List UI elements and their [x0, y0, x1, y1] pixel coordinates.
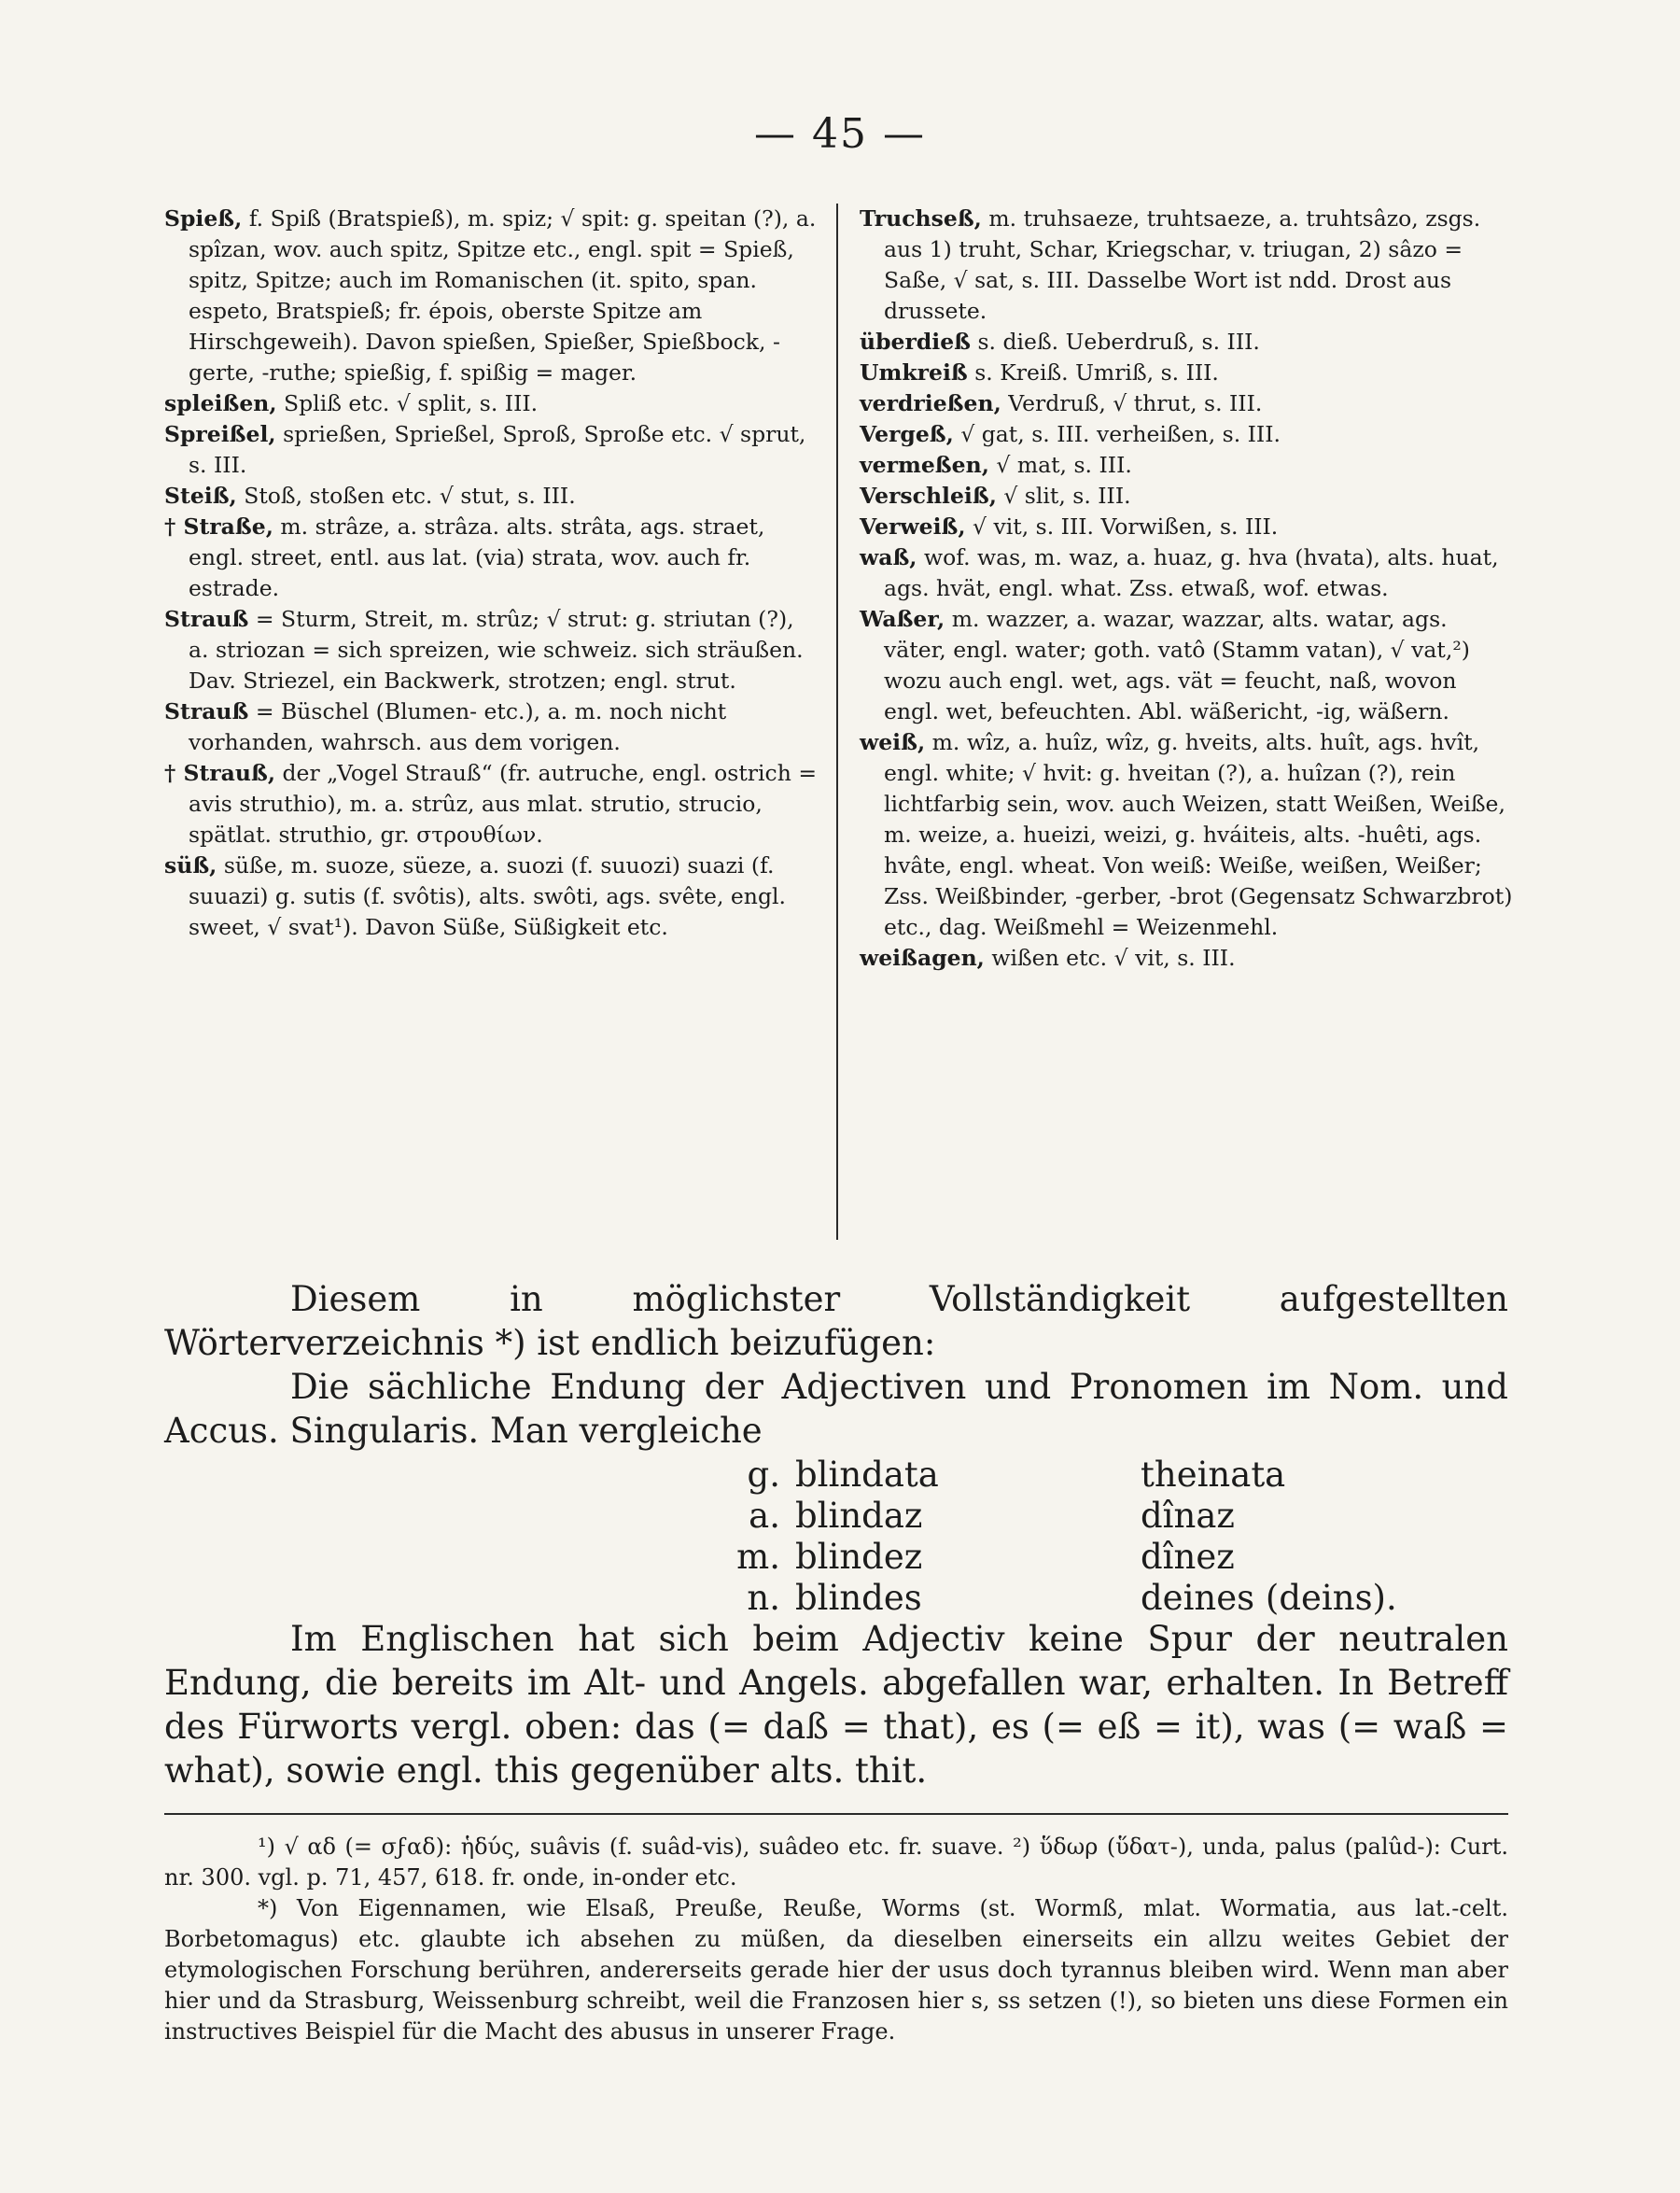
- entry-headword: weißagen,: [860, 945, 985, 971]
- dictionary-columns: [164, 204, 1513, 1249]
- entry-text: = Sturm, Streit, m. strûz; √ strut: g. striutan (?), a. striozan = sich spreizen, wie schweiz. sich sträußen. Dav. Striezel, ein Backwerk, strotzen; engl. strut.: [189, 606, 804, 694]
- entry-text: √ mat, s. III.: [996, 452, 1132, 478]
- paradigm-table: [164, 1453, 1508, 1617]
- entry-text: m. strâze, a. strâza. alts. strâta, ags. straet, engl. street, entl. aus lat. (via) strata, wov. auch fr. estrade.: [189, 513, 765, 601]
- entry-headword: Spreißel,: [164, 421, 276, 447]
- paradigm-adjective: blindaz: [795, 1496, 923, 1536]
- paradigm-pronoun: theinata: [1141, 1455, 1286, 1495]
- entry-headword: Umkreiß: [860, 359, 968, 386]
- footnote-star: *) Von Eigennamen, wie Elsaß, Preuße, Reuße, Worms (st. Wormß, mlat. Wormatia, aus lat.-celt. Borbetomagus) etc. glaubte ich absehen zu müßen, da dieselben einerseits ein allzu weites Gebiet der etymologischen Forschung berühren, andererseits gerade hier der usus doch tyrannus bleiben wird. Wenn man aber hier und da Strasburg, Weissenburg schreibt, weil die Franzosen hier s, ss setzen (!), so bieten uns diese Formen ein instructives Beispiel für die Macht des abusus in unserer Frage.: [164, 1895, 1508, 2045]
- dictionary-entry: [164, 481, 818, 512]
- entry-headword: Vergeß,: [860, 421, 954, 447]
- dictionary-entry: [164, 512, 818, 604]
- entry-text: s. Kreiß. Umriß, s. III.: [974, 359, 1219, 386]
- entry-text: s. dieß. Ueberdruß, s. III.: [977, 329, 1260, 355]
- dictionary-entry: [860, 388, 1513, 419]
- dictionary-entry: [860, 512, 1513, 542]
- dictionary-entry: [164, 204, 818, 388]
- entry-headword: spleißen,: [164, 390, 277, 416]
- paragraph-intro: Diesem in möglichster Vollständigkeit aufgestellten Wörterverzeichnis *) ist endlich beizufügen:: [164, 1279, 1508, 1363]
- column-divider: [836, 204, 838, 1240]
- entry-text: m. truhsaeze, truhtsaeze, a. truhtsâzo, zsgs. aus 1) truht, Schar, Kriegschar, v. triugan, 2) sâzo = Saße, √ sat, s. III. Dasselbe Wort ist ndd. Drost aus drussete.: [884, 205, 1481, 324]
- entry-headword: Spieß,: [164, 205, 243, 232]
- entry-text: süße, m. suoze, süeze, a. suozi (f. suuozi) suazi (f. suuazi) g. sutis (f. svôtis), alts. swôti, ags. svête, engl. sweet, √ svat¹). Davon Süße, Süßigkeit etc.: [189, 852, 786, 940]
- entry-text: sprießen, Sprießel, Sproß, Sproße etc. √ sprut, s. III.: [189, 421, 806, 478]
- paradigm-adjective: blindata: [795, 1455, 939, 1495]
- entry-text: √ gat, s. III. verheißen, s. III.: [960, 421, 1281, 447]
- dictionary-entry: [860, 481, 1513, 512]
- paradigm-adjective: blindez: [795, 1537, 923, 1577]
- entry-headword: verdrießen,: [860, 390, 1001, 416]
- dictionary-entry: [164, 604, 818, 696]
- entry-headword: Truchseß,: [860, 205, 982, 232]
- entry-headword: Strauß: [164, 698, 249, 724]
- paradigm-row: [164, 1494, 1508, 1535]
- dictionary-entry: [860, 450, 1513, 481]
- entry-text: √ vit, s. III. Vorwißen, s. III.: [973, 513, 1279, 540]
- entry-headword: † Straße,: [164, 513, 273, 540]
- dictionary-entry: [860, 204, 1513, 327]
- footnotes: [164, 1832, 1508, 2047]
- dictionary-entry: [164, 758, 818, 850]
- footnote-numbered: ¹) √ αδ (= σϝαδ): ἡδύς, suâvis (f. suâd-vis), suâdeo etc. fr. suave. ²) ὕδωρ (ὕδατ-), unda, palus (palûd-): Curt. nr. 300. vgl. p. 71, 457, 618. fr. onde, in-onder etc.: [164, 1834, 1508, 1891]
- entry-text: der „Vogel Strauß“ (fr. autruche, engl. ostrich = avis struthio), m. a. strûz, aus mlat. strutio, strucio, spätlat. struthio, gr. στρουθίων.: [189, 760, 818, 848]
- entry-headword: waß,: [860, 544, 917, 570]
- paradigm-row: [164, 1576, 1508, 1617]
- entry-text: Verdruß, √ thrut, s. III.: [1008, 390, 1263, 416]
- dictionary-entry: [860, 943, 1513, 974]
- dictionary-entry: [164, 850, 818, 943]
- dictionary-entry: [860, 358, 1513, 388]
- entry-headword: überdieß: [860, 329, 972, 355]
- main-text: [164, 1277, 1508, 1792]
- paradigm-pronoun: dînez: [1141, 1537, 1235, 1577]
- entry-text: m. wîz, a. huîz, wîz, g. hveits, alts. huît, ags. hvît, engl. white; √ hvit: g. hveitan (?), a. huîzan (?), rein lichtfarbig sein, wov. auch Weizen, statt Weißen, Weiße, m. weize, a. hueizi, weizi, g. hváiteis, alts. -huêti, ags. hvâte, engl. wheat. Von weiß: Weiße, weißen, Weißer; Zss. Weißbinder, -gerber, -brot (Gegensatz Schwarzbrot) etc., dag. Weißmehl = Weizenmehl.: [884, 729, 1513, 940]
- paradigm-language: n.: [747, 1578, 780, 1618]
- paradigm-adjective: blindes: [795, 1578, 922, 1618]
- paradigm-pronoun: dînaz: [1141, 1496, 1235, 1536]
- page-number: — 45 —: [754, 110, 926, 158]
- dictionary-entry: [164, 419, 818, 481]
- entry-text: Stoß, stoßen etc. √ stut, s. III.: [244, 483, 576, 509]
- paradigm-row: [164, 1535, 1508, 1576]
- entry-headword: Verweiß,: [860, 513, 966, 540]
- dictionary-entry: [164, 696, 818, 758]
- dictionary-entry: [860, 327, 1513, 358]
- entry-headword: weiß,: [860, 729, 926, 755]
- entry-text: Spliß etc. √ split, s. III.: [284, 390, 539, 416]
- entry-headword: Strauß: [164, 606, 249, 632]
- dictionary-entry: [860, 604, 1513, 727]
- paradigm-language: a.: [749, 1496, 780, 1536]
- entry-headword: süß,: [164, 852, 217, 879]
- entry-text: = Büschel (Blumen- etc.), a. m. noch nicht vorhanden, wahrsch. aus dem vorigen.: [189, 698, 727, 755]
- paradigm-language: m.: [736, 1537, 780, 1577]
- paradigm-row: [164, 1453, 1508, 1494]
- entry-text: wißen etc. √ vit, s. III.: [991, 945, 1236, 971]
- paradigm-language: g.: [747, 1455, 780, 1495]
- left-column: [164, 204, 818, 1249]
- entry-headword: Verschleiß,: [860, 483, 997, 509]
- dictionary-entry: [860, 419, 1513, 450]
- entry-text: wof. was, m. waz, a. huaz, g. hva (hvata), alts. huat, ags. hvät, engl. what. Zss. etwaß, wof. etwas.: [884, 544, 1499, 601]
- entry-headword: Steiß,: [164, 483, 237, 509]
- footnote-rule: [164, 1813, 1508, 1815]
- entry-text: m. wazzer, a. wazar, wazzar, alts. watar, ags. väter, engl. water; goth. vatô (Stamm vatan), √ vat,²) wozu auch engl. wet, ags. vät = feucht, naß, wovon engl. wet, befeuchten. Abl. wäßericht, -ig, wäßern.: [884, 606, 1470, 724]
- entry-text: f. Spiß (Bratspieß), m. spiz; √ spit: g. speitan (?), a. spîzan, wov. auch spitz, Spitze etc., engl. spit = Spieß, spitz, Spitze; auch im Romanischen (it. spito, span. espeto, Bratspieß; fr. épois, oberste Spitze am Hirschgeweih). Davon spießen, Spießer, Spießbock, -gerte, -ruthe; spießig, f. spißig = mager.: [189, 205, 817, 386]
- entry-headword: † Strauß,: [164, 760, 276, 786]
- paragraph-endings: Die sächliche Endung der Adjectiven und Pronomen im Nom. und Accus. Singularis. Man vergleiche: [164, 1367, 1508, 1451]
- paradigm-pronoun: deines (deins).: [1141, 1578, 1397, 1618]
- paragraph-english: Im Englischen hat sich beim Adjectiv keine Spur der neutralen Endung, die bereits im Alt- und Angels. abgefallen war, erhalten. In Betreff des Fürworts vergl. oben: das (= daß = that), es (= eß = it), was (= waß = what), sowie engl. this gegenüber alts. thit.: [164, 1619, 1508, 1791]
- dictionary-entry: [860, 727, 1513, 943]
- right-column: [860, 204, 1513, 1249]
- entry-headword: Waßer,: [860, 606, 945, 632]
- dictionary-entry: [860, 542, 1513, 604]
- dictionary-entry: [164, 388, 818, 419]
- entry-text: √ slit, s. III.: [1003, 483, 1131, 509]
- entry-headword: vermeßen,: [860, 452, 989, 478]
